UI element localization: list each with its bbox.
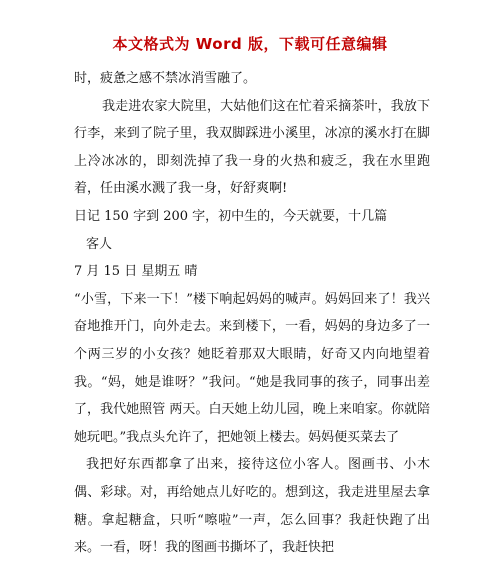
paragraph-5: 我把好东西都拿了出来，接待这位小客人。图画书、小木偶、彩球。对，再给她点儿好吃的。想到这，我走进里屋去拿糖。拿起糖盒，只听“嚓啦”一声，怎么回事？我赶快跑了出来。一看，呀！我的图画书撕坏了，我赶快把 xyxy=(74,457,430,556)
paragraph-3: 日记 150 字到 200 字，初中生的，今天就要，十几篇 xyxy=(74,208,388,224)
section-heading: 客人 xyxy=(86,236,113,252)
paragraph-1: 时，疲惫之感不禁冰消雪融了。 xyxy=(74,71,257,86)
download-banner: 本文格式为 Word 版，下载可任意编辑 xyxy=(112,35,388,53)
paragraph-2: 我走进农家大院里，大姑他们这在忙着采摘茶叶，我放下行李，来到了院子里，我双脚踩进小溪里，冰凉的溪水打在脚上冷冰冰的，即刻洗掉了我一身的火热和疲乏，我在水里跑着，任由溪水溅了我一身，好舒爽啊! xyxy=(74,98,430,197)
date-line: 7 月 15 日 星期五 晴 xyxy=(74,264,198,280)
paragraph-4: “小雪，下来一下！”楼下响起妈妈的喊声。妈妈回来了！我兴奋地推开门，向外走去。来到楼下，一看，妈妈的身边多了一个两三岁的小女孩？她眨着那双大眼睛，好奇又内向地望着我。“妈，她是谁呀？”我问。“她是我同事的孩子，同事出差了，我代她照管 两天。白天她上幼儿园，晚上来咱家。你就陪她玩吧。”我点头允许了，把她领上楼去。妈妈便买菜去了 xyxy=(74,291,430,445)
document-body xyxy=(74,65,430,562)
